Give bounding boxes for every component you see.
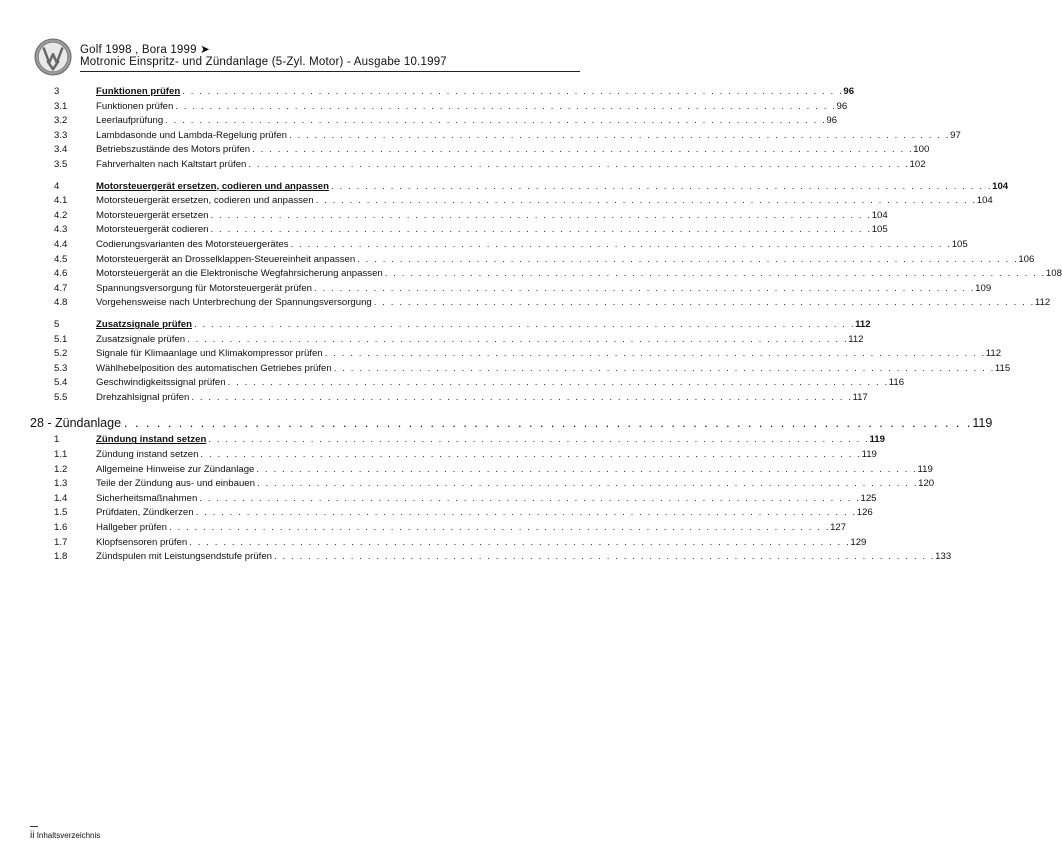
footer-page-number: ii	[30, 830, 35, 841]
toc-entry-title: Zündung instand setzen	[96, 449, 199, 461]
toc-entry-title: Wählhebelposition des automatischen Getriebes prüfen	[96, 362, 332, 374]
toc-entry-number: 1.6	[54, 522, 68, 534]
toc-entry-title: Codierungsvarianten des Motorsteuergerätes	[96, 238, 289, 250]
toc-entry-number: 4.1	[54, 195, 68, 207]
toc-entry-title: Betriebszustände des Motors prüfen	[96, 144, 251, 156]
page-header	[34, 38, 574, 78]
toc-section-heading[interactable]	[54, 318, 871, 333]
toc-entry[interactable]	[54, 463, 933, 478]
toc-entry-title: Funktionen prüfen	[96, 100, 174, 112]
toc-entry-page: 109	[975, 282, 992, 294]
toc-leader-dots: . . . . . . . . . . . . . . . . . . . . . . . . . . . . . . . . . . . . . . . . . . . . . . . . . . . . . . . . . . . . . . . . . . . . . . . . . . . . . .	[210, 224, 872, 236]
toc-entry[interactable]	[54, 238, 968, 253]
toc-entry-page: 104	[976, 195, 993, 207]
toc-leader-dots: . . . . . . . . . . . . . . . . . . . . . . . . . . . . . . . . . . . . . . . . . . . . . . . . . . . . . . . . . . . . . . . . . . . . . . . . . . . . . .	[191, 391, 853, 403]
toc-entry-page: 112	[985, 348, 1002, 360]
toc-entry[interactable]	[54, 521, 847, 536]
toc-entry-page: 105	[871, 224, 888, 236]
toc-entry-page: 96	[826, 115, 838, 127]
toc-entry-title: Zusatzsignale prüfen	[96, 318, 192, 330]
header-vehicle-models: Golf 1998 , Bora 1999 ➤	[80, 44, 210, 56]
toc-section-heading[interactable]	[54, 433, 885, 448]
toc-leader-dots: . . . . . . . . . . . . . . . . . . . . . . . . . . . . . . . . . . . . . . . . . . . . . . . . . . . . . . . . . . . . . . . . . . . . . . . . . . . . . .	[290, 238, 952, 250]
toc-leader-dots: . . . . . . . . . . . . . . . . . . . . . . . . . . . . . . . . . . . . . . . . . . . . . . . . . . . . . . . . . . . . . . . . . . . . . . . . . . . . . .	[248, 158, 910, 170]
toc-entry-page: 119	[869, 434, 885, 446]
toc-entry-title: Klopfsensoren prüfen	[96, 536, 188, 548]
toc-entry-number: 1.1	[54, 449, 68, 461]
toc-entry-page: 112	[855, 318, 871, 330]
toc-leader-dots: . . . . . . . . . . . . . . . . . . . . . . . . . . . . . . . . . . . . . . . . . . . . . . . . . . . . . . . . . . . . . . . . . . . . . . . . . . . . . .	[256, 478, 919, 490]
footer-label: Inhaltsverzeichnis	[36, 831, 101, 840]
footer-divider	[30, 826, 38, 827]
toc-entry-title: Motorsteuergerät an die Elektronische Wegfahrsicherung anpassen	[96, 268, 383, 280]
toc-entry-title: Geschwindigkeitssignal prüfen	[96, 377, 226, 389]
toc-entry-number: 3.3	[54, 129, 68, 141]
toc-entry-page: 129	[850, 536, 867, 548]
toc-entry-page: 102	[909, 158, 926, 170]
toc-entry-title: Zusatzsignale prüfen	[96, 333, 186, 345]
toc-entry-number: 1.4	[54, 492, 68, 504]
toc-leader-dots: . . . . . . . . . . . . . . . . . . . . . . . . . . . . . . . . . . . . . . . . . . . . . . . . . . . . . . . . . . . . . . . . . . . . . . . . . . . . . .	[384, 268, 1046, 280]
toc-entry-page: 116	[888, 377, 905, 389]
toc-entry-title: Drehzahlsignal prüfen	[96, 391, 190, 403]
toc-entry[interactable]	[54, 376, 905, 391]
page-footer	[30, 830, 100, 841]
toc-entry-page: 108	[1045, 268, 1062, 280]
toc-entry-title: Leerlaufprüfung	[96, 115, 164, 127]
toc-leader-dots: . . . . . . . . . . . . . . . . . . . . . . . . . . . . . . . . . . . . . . . . . . . . . . . . . . . . . . . . . . . . . . . . . . . . . . . . . . . . . .	[189, 536, 851, 548]
toc-entry[interactable]	[54, 296, 1051, 311]
toc-entry-page: 96	[836, 100, 848, 112]
toc-entry-number: 1.5	[54, 507, 68, 519]
toc-entry-title: Motorsteuergerät codieren	[96, 224, 209, 236]
toc-entry[interactable]	[54, 492, 877, 507]
toc-entry-number: 4.4	[54, 238, 68, 250]
header-manual-title: Motronic Einspritz- und Zündanlage (5-Zyl. Motor) - Ausgabe 10.1997	[80, 56, 447, 68]
toc-leader-dots: . . . . . . . . . . . . . . . . . . . . . . . . . . . . . . . . . . . . . . . . . . . . . . . . . . . . . . . . . . . . . . . . . . . . . . . . . . . . . .	[199, 492, 861, 504]
toc-entry-page: 112	[848, 333, 864, 345]
toc-leader-dots: . . . . . . . . . . . . . . . . . . . . . . . . . . . . . . . . . . . . . . . . . . . . . . . . . . . . . . . . . . . . . . . . . . . . . . . . . . . . . .	[333, 362, 995, 374]
toc-entry[interactable]	[54, 448, 877, 463]
toc-entry[interactable]	[54, 347, 1002, 362]
toc-entry-number: 3.2	[54, 115, 68, 127]
toc-entry-number: 1	[54, 434, 60, 446]
toc-entry[interactable]	[54, 536, 867, 551]
toc-entry-title: Motorsteuergerät ersetzen, codieren und anpassen	[96, 180, 329, 192]
toc-entry-number: 4.8	[54, 297, 68, 309]
toc-entry[interactable]	[54, 223, 888, 238]
toc-entry-page: 120	[918, 478, 935, 490]
toc-leader-dots: . . . . . . . . . . . . . . . . . . . . . . . . . . . . . . . . . . . . . . . . . . . . . . . . . . . . . . . . . . . . . . . . . . . . . . . . . . . . . .	[195, 507, 857, 519]
toc-leader-dots: . . . . . . . . . . . . . . . . . . . . . . . . . . . . . . . . . . . . . . . . . . . . . . . . . . . . . . . . . . . . . . . . . . . . . . . . . . . . . .	[227, 377, 889, 389]
toc-entry-number: 5.4	[54, 377, 68, 389]
toc-entry-number: 5.3	[54, 362, 68, 374]
toc-entry-page: 97	[950, 129, 961, 141]
toc-entry-page: 127	[830, 522, 847, 534]
vw-logo-icon	[34, 38, 72, 76]
toc-entry-title: Sicherheitsmaßnahmen	[96, 492, 198, 504]
toc-entry[interactable]	[54, 391, 868, 406]
toc-entry[interactable]	[54, 267, 1062, 282]
toc-leader-dots: . . . . . . . . . . . . . . . . . . . . . . . . . . . . . . . . . . . . . . . . . . . . . . . . . . . . . . . . . . . . . . . . . . . . . . . . . . . . . .	[330, 180, 993, 192]
toc-entry-page: 96	[843, 86, 855, 97]
toc-entry[interactable]	[54, 506, 873, 521]
toc-entry-title: Lambdasonde und Lambda-Regelung prüfen	[96, 129, 287, 141]
toc-entry[interactable]	[54, 194, 993, 209]
toc-leader-dots: . . . . . . . . . . . . . . . . . . . . . . . . . . . . . . . . . . . . . . . . . . . . . . . . . . . . . . . . . . . . . . . . . . . . . . . . . . . . . .	[315, 195, 977, 207]
toc-entry[interactable]	[54, 209, 888, 224]
toc-entry-title: Funktionen prüfen	[96, 86, 181, 97]
toc-entry-number: 3.1	[54, 100, 68, 112]
toc-section-heading[interactable]	[54, 85, 855, 100]
toc-entry[interactable]	[54, 129, 961, 144]
toc-entry-number: 1.3	[54, 478, 68, 490]
toc-leader-dots: . . . . . . . . . . . . . . . . . . . . . . . . . . . . . . . . . . . . . . . . . . . . . . . . . . . . . . . . . . . . . . . . . . . . . . . . . . . . . .	[193, 318, 856, 330]
table-of-contents	[30, 85, 1062, 565]
toc-entry-number: 1.8	[54, 551, 68, 563]
toc-chapter-page: 119	[972, 416, 993, 431]
toc-entry-title: Motorsteuergerät an Drosselklappen-Steuereinheit anpassen	[96, 253, 356, 265]
toc-entry-number: 1.7	[54, 536, 68, 548]
toc-entry[interactable]	[54, 333, 864, 348]
toc-leader-dots: . . . . . . . . . . . . . . . . . . . . . . . . . . . . . . . . . . . . . . . . . . . . . . . . . . . . . . . . . . . . . . . . . . . . . . . . . . . . . .	[324, 348, 986, 360]
toc-entry-page: 125	[860, 492, 877, 504]
toc-entry-title: Motorsteuergerät ersetzen	[96, 209, 209, 221]
toc-entry-title: Hallgeber prüfen	[96, 522, 167, 534]
toc-entry-number: 4.2	[54, 209, 68, 221]
toc-leader-dots: . . . . . . . . . . . . . . . . . . . . . . . . . . . . . . . . . . . . . . . . . . . . . . . . . . . . . . . . . . . . . . . . . . . . . . . . . . . . . .	[187, 333, 849, 345]
toc-section-heading[interactable]	[54, 180, 1009, 195]
toc-entry-number: 3	[54, 86, 60, 97]
toc-entry[interactable]	[54, 143, 930, 158]
toc-entry-page: 106	[1018, 253, 1035, 265]
toc-entry[interactable]	[54, 253, 1035, 268]
toc-entry-page: 104	[871, 209, 888, 221]
toc-entry-number: 3.4	[54, 144, 68, 156]
toc-entry-number: 4.3	[54, 224, 68, 236]
toc-entry-page: 119	[917, 463, 933, 475]
toc-entry-title: Fahrverhalten nach Kaltstart prüfen	[96, 158, 247, 170]
toc-entry-number: 5.5	[54, 391, 68, 403]
header-divider	[80, 71, 580, 72]
toc-entry-number: 4.7	[54, 282, 68, 294]
toc-entry-number: 4.6	[54, 268, 68, 280]
toc-entry-page: 133	[935, 551, 952, 563]
toc-entry-number: 1.2	[54, 463, 68, 475]
toc-leader-dots: . . . . . . . . . . . . . . . . . . . . . . . . . . . . . . . . . . . . . . . . . . . . . . . . . . . . . . . . . . . . . . . . . . . . . . . . . . . . . .	[256, 463, 918, 475]
toc-entry[interactable]	[54, 477, 935, 492]
toc-entry[interactable]	[54, 100, 848, 115]
toc-entry-number: 4.5	[54, 253, 68, 265]
toc-entry[interactable]	[54, 550, 952, 565]
toc-leader-dots: . . . . . . . . . . . . . . . . . . . . . . . . . . . . . . . . . . . . . . . . . . . . . . . . . . . . . . . . . . . . . . . . . . . . . . . . . . . . . .	[182, 86, 844, 97]
toc-entry-page: 105	[951, 238, 968, 250]
toc-entry-number: 4	[54, 180, 60, 192]
toc-leader-dots: . . . . . . . . . . . . . . . . . . . . . . . . . . . . . . . . . . . . . . . . . . . . . . . . . . . . . . . . . . . . . . . . . . . . . . . . . . . . . .	[168, 522, 831, 534]
toc-entry[interactable]	[54, 158, 926, 173]
toc-leader-dots: . . . . . . . . . . . . . . . . . . . . . . . . . . . . . . . . . . . . . . . . . . . . . . . . . . . . . . . . . . . . . . . . . . . . . . . . . . . . . .	[165, 115, 827, 127]
toc-entry-title: Signale für Klimaanlage und Klimakompressor prüfen	[96, 348, 323, 360]
toc-leader-dots: . . . . . . . . . . . . . . . . . . . . . . . . . . . . . . . . . . . . . . . . . . . . . . . . . . . . . . . . . . . . . . . . . . . . . . . . . . . . . .	[124, 416, 973, 431]
toc-entry-page: 104	[992, 180, 1009, 192]
toc-entry-title: Zündspulen mit Leistungsendstufe prüfen	[96, 551, 272, 563]
toc-entry-number: 5.1	[54, 333, 68, 345]
toc-entry-title: Prüfdaten, Zündkerzen	[96, 507, 194, 519]
toc-leader-dots: . . . . . . . . . . . . . . . . . . . . . . . . . . . . . . . . . . . . . . . . . . . . . . . . . . . . . . . . . . . . . . . . . . . . . . . . . . . . . .	[210, 209, 872, 221]
toc-chapter-heading[interactable]	[30, 413, 993, 433]
toc-entry-title: Zündung instand setzen	[96, 434, 207, 446]
toc-entry-page: 100	[913, 144, 930, 156]
toc-entry-number: 5	[54, 318, 60, 330]
toc-entry-page: 126	[856, 507, 873, 519]
toc-entry-title: Allgemeine Hinweise zur Zündanlage	[96, 463, 255, 475]
toc-entry-title: Vorgehensweise nach Unterbrechung der Spannungsversorgung	[96, 297, 372, 309]
toc-entry-title: Teile der Zündung aus- und einbauen	[96, 478, 255, 490]
toc-entry-page: 117	[852, 391, 868, 403]
toc-entry-number: 3.5	[54, 158, 68, 170]
toc-leader-dots: . . . . . . . . . . . . . . . . . . . . . . . . . . . . . . . . . . . . . . . . . . . . . . . . . . . . . . . . . . . . . . . . . . . . . . . . . . . . . .	[252, 144, 914, 156]
toc-leader-dots: . . . . . . . . . . . . . . . . . . . . . . . . . . . . . . . . . . . . . . . . . . . . . . . . . . . . . . . . . . . . . . . . . . . . . . . . . . . . . .	[288, 129, 951, 141]
toc-entry[interactable]	[54, 114, 838, 129]
toc-leader-dots: . . . . . . . . . . . . . . . . . . . . . . . . . . . . . . . . . . . . . . . . . . . . . . . . . . . . . . . . . . . . . . . . . . . . . . . . . . . . . .	[357, 253, 1019, 265]
toc-entry-page: 119	[861, 449, 877, 461]
toc-leader-dots: . . . . . . . . . . . . . . . . . . . . . . . . . . . . . . . . . . . . . . . . . . . . . . . . . . . . . . . . . . . . . . . . . . . . . . . . . . . . . .	[200, 449, 862, 461]
toc-leader-dots: . . . . . . . . . . . . . . . . . . . . . . . . . . . . . . . . . . . . . . . . . . . . . . . . . . . . . . . . . . . . . . . . . . . . . . . . . . . . . .	[208, 434, 870, 446]
toc-entry-page: 115	[994, 362, 1011, 374]
toc-leader-dots: . . . . . . . . . . . . . . . . . . . . . . . . . . . . . . . . . . . . . . . . . . . . . . . . . . . . . . . . . . . . . . . . . . . . . . . . . . . . . .	[274, 551, 936, 563]
toc-leader-dots: . . . . . . . . . . . . . . . . . . . . . . . . . . . . . . . . . . . . . . . . . . . . . . . . . . . . . . . . . . . . . . . . . . . . . . . . . . . . . .	[175, 100, 837, 112]
toc-entry-page: 112	[1034, 297, 1051, 309]
toc-entry[interactable]	[54, 282, 992, 297]
toc-entry-title: Spannungsversorgung für Motorsteuergerät prüfen	[96, 282, 312, 294]
toc-leader-dots: . . . . . . . . . . . . . . . . . . . . . . . . . . . . . . . . . . . . . . . . . . . . . . . . . . . . . . . . . . . . . . . . . . . . . . . . . . . . . .	[373, 297, 1035, 309]
toc-entry[interactable]	[54, 362, 1011, 377]
toc-entry-title: Motorsteuergerät ersetzen, codieren und anpassen	[96, 195, 314, 207]
toc-leader-dots: . . . . . . . . . . . . . . . . . . . . . . . . . . . . . . . . . . . . . . . . . . . . . . . . . . . . . . . . . . . . . . . . . . . . . . . . . . . . . .	[314, 282, 976, 294]
toc-chapter-title: 28 - Zündanlage	[30, 416, 122, 431]
toc-entry-number: 5.2	[54, 348, 68, 360]
